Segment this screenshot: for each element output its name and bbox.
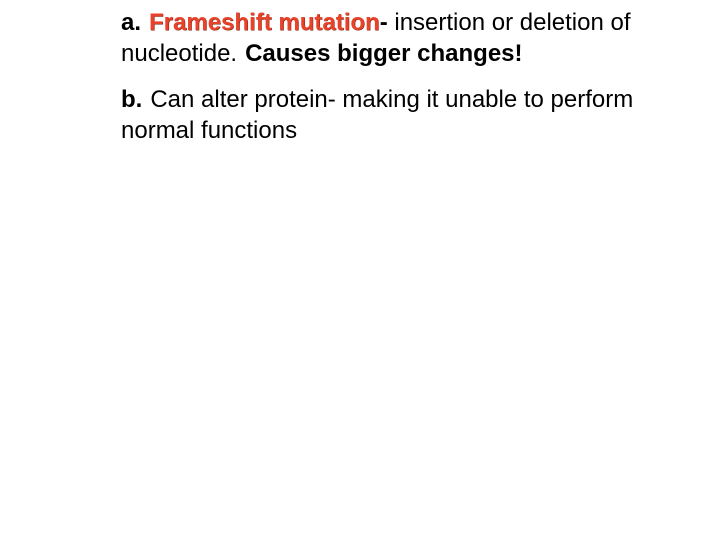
list-marker-a: a.: [121, 9, 142, 36]
paragraph-b: [121, 84, 701, 146]
paragraph-b-text: Can alter protein- making it unable to perform normal functions: [121, 86, 634, 144]
term-frameshift-mutation: Frameshift mutation: [149, 9, 380, 36]
definition-text: insertion or deletion of nucleotide.: [121, 9, 631, 67]
term-dash: -: [379, 9, 388, 36]
emphasis-text: Causes bigger changes!: [245, 40, 523, 67]
paragraph-a: [121, 7, 701, 69]
list-marker-b: b.: [121, 86, 143, 113]
